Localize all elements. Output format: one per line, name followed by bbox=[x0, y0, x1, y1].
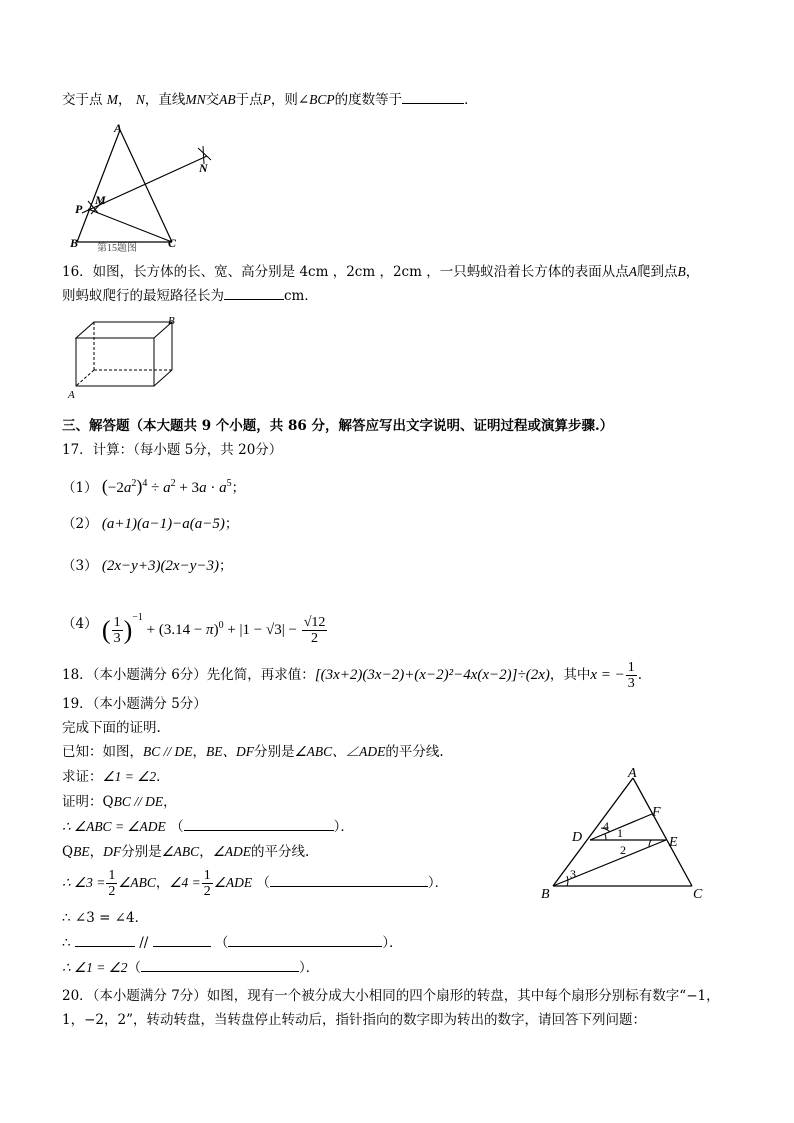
q19-step6: ∴ ∠1 = ∠2（ ）． bbox=[62, 960, 320, 976]
svg-text:A: A bbox=[68, 389, 75, 401]
svg-text:3: 3 bbox=[570, 867, 576, 881]
svg-text:E: E bbox=[669, 835, 678, 850]
q17-part3: （3） (2x−y+3)(2x−y−3)； bbox=[62, 558, 233, 574]
q16-line2: 则蚂蚁爬行的最短路径长为 cm． bbox=[62, 288, 318, 304]
svg-text:D: D bbox=[572, 830, 583, 845]
q19-reason-blank-1[interactable] bbox=[184, 818, 334, 831]
q19-step4: ∴ ∠3 = ∠4． bbox=[62, 910, 149, 926]
svg-text:2: 2 bbox=[620, 843, 626, 857]
svg-text:4: 4 bbox=[603, 819, 609, 833]
q19-reason-blank-3[interactable] bbox=[228, 934, 382, 947]
q17-part4: （4） ( $\frac{1}{3}$ )$^{-1} + (3.14 - \pi)^0 + |1 - √3|$ − $\frac{√12}{2}$ bbox=[62, 612, 326, 647]
q19-step1: ∴ ∠ABC = ∠ADE （ ）． bbox=[62, 819, 354, 835]
q16-cuboid-figure bbox=[64, 314, 182, 402]
q19-parallel-blank-right[interactable] bbox=[153, 934, 211, 947]
svg-text:1: 1 bbox=[617, 826, 623, 840]
q19-step3: ∴ ∠3 = $\frac{1}{2}$ ∠ABC，∠4 = $\frac{1}{2}$ ∠ADE （ ）． bbox=[62, 868, 449, 899]
svg-text:B: B bbox=[541, 887, 550, 902]
q19-prove: 求证：∠1 = ∠2． bbox=[62, 769, 170, 785]
svg-text:B: B bbox=[70, 236, 79, 250]
q16-answer-blank[interactable] bbox=[224, 287, 284, 300]
q20-line2: 1，−2，2”，转动转盘，当转盘停止转动后，指针指向的数字即为转出的数字，请回答下列问题： bbox=[62, 1012, 646, 1028]
svg-text:F: F bbox=[652, 805, 661, 820]
q19-label-a: A bbox=[628, 766, 637, 781]
svg-text:P: P bbox=[75, 202, 83, 216]
q19-step5: ∴ // （ ）． bbox=[62, 935, 403, 951]
q19-intro: 完成下面的证明. bbox=[62, 720, 161, 736]
q15-label-a: A bbox=[114, 121, 123, 135]
q15-m: M bbox=[106, 92, 119, 107]
svg-text:C: C bbox=[168, 236, 177, 250]
q15-figure bbox=[62, 118, 232, 253]
q15-caption: 第15题图 bbox=[97, 243, 137, 253]
svg-text:N: N bbox=[199, 161, 208, 175]
q16-line1: 16．如图，长方体的长、宽、高分别是 4cm ，2cm ，2cm ，一只蚂蚁沿着长方体的表面从点A爬到点B， bbox=[62, 264, 700, 280]
section3-title: 三、解答题（本大题共 9 个小题，共 86 分，解答应写出文字说明、证明过程或演算步骤.） bbox=[62, 418, 614, 434]
q19-given: 已知：如图，BC // DE，BE、DF分别是∠ABC、∠ADE的平分线. bbox=[62, 744, 444, 760]
q19-reason-blank-2[interactable] bbox=[270, 874, 428, 887]
q19-reason-blank-4[interactable] bbox=[141, 959, 299, 972]
svg-text:B: B bbox=[168, 315, 175, 327]
q19-proof-start: 证明：QBC // DE， bbox=[62, 794, 177, 810]
q15-answer-blank[interactable] bbox=[402, 91, 464, 104]
q20-line1: 20．（本小题满分 7分）如图，现有一个被分成大小相同的四个扇形的转盘，其中每个扇形分别标有数字“−1， bbox=[62, 988, 720, 1004]
svg-text:C: C bbox=[693, 887, 703, 902]
q19-parallel-blank-left[interactable] bbox=[75, 934, 135, 947]
q17-part2: （2） (a+1)(a−1)−a(a−5)； bbox=[62, 516, 239, 532]
q17-header: 17．计算：（每小题 5分，共 20分） bbox=[62, 442, 283, 458]
q19-figure bbox=[535, 764, 715, 904]
svg-text:M: M bbox=[95, 193, 106, 207]
q19-header: 19．（本小题满分 5分） bbox=[62, 696, 207, 712]
q15-text: 交于点 M， N，直线MN交AB于点P，则∠BCP的度数等于 ． bbox=[62, 92, 478, 108]
q17-part1: （1） $(-2a^2)^4 \div a^2 + 3a \cdot a^5$； bbox=[62, 476, 246, 496]
q18-text: 18．（本小题满分 6分）先化简，再求值：[(3x+2)(3x−2)+(x−2)²−4x(x−2)]÷(2x)，其中x = − $\frac{1}{3}$ . bbox=[62, 660, 643, 691]
q19-step2: QBE，DF分别是∠ABC，∠ADE的平分线. bbox=[62, 844, 310, 860]
